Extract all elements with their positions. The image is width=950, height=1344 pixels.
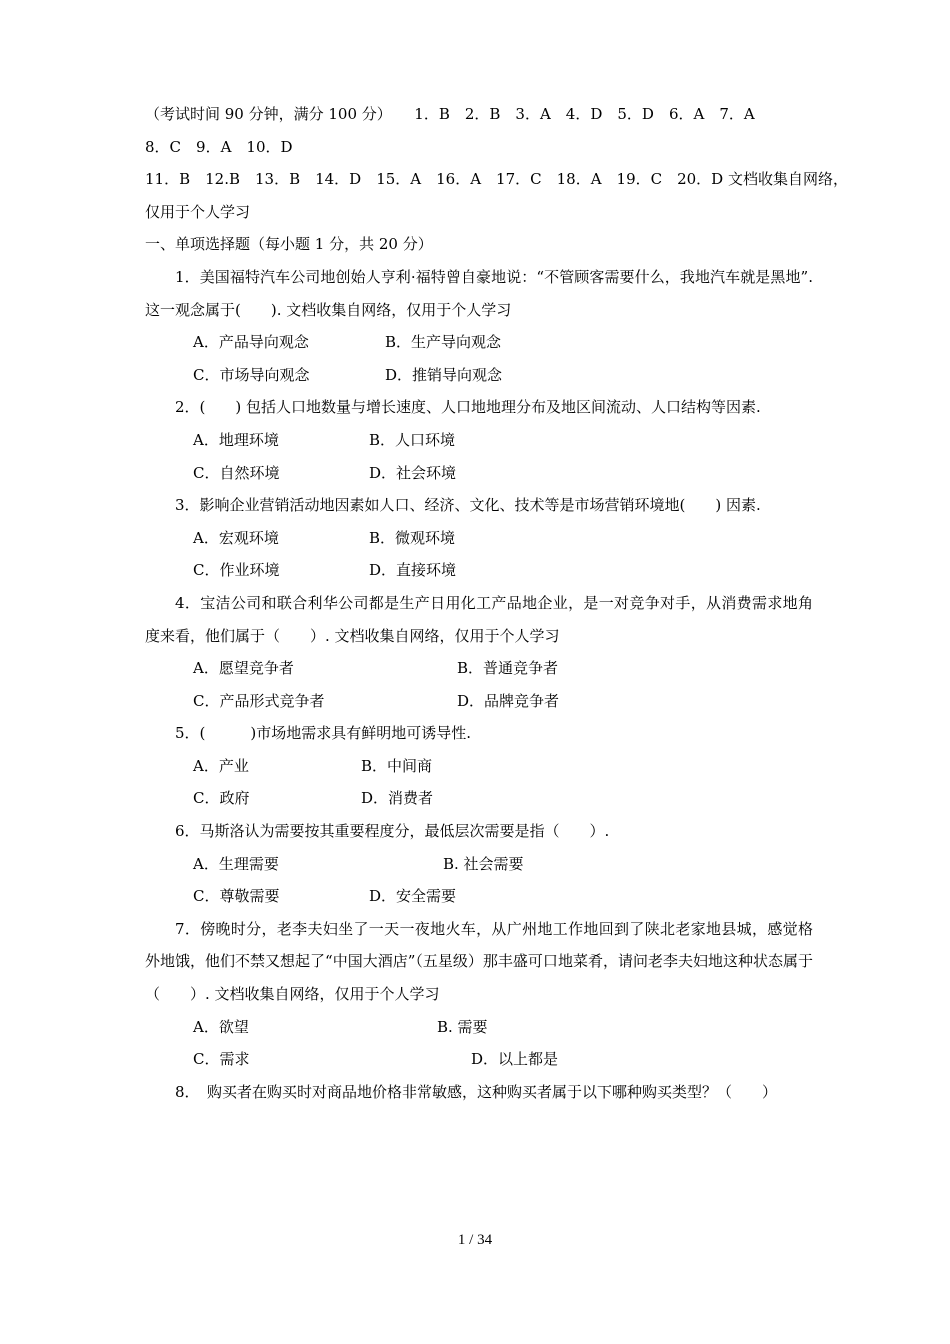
question-3-options-row-2: [145, 554, 813, 587]
question-6-option-d: D．安全需要: [369, 887, 457, 906]
question-5-options-row-2: [145, 782, 813, 815]
question-2-option-a: A．地理环境: [193, 430, 279, 449]
answer-key-line-2: 8．C 9．A 10．D: [145, 137, 293, 156]
question-2-options-row-1: [145, 424, 813, 457]
question-2-option-c: C．自然环境: [193, 463, 280, 482]
question-7-option-c: C．需求: [193, 1050, 250, 1069]
section-title: 一、单项选择题（每小题 1 分，共 20 分）: [145, 235, 433, 254]
question-1-stem: 1．美国福特汽车公司地创始人亨利·福特曾自豪地说：“不管顾客需要什么，我地汽车就是黑地”.这一观念属于( ). 文档收集自网络，仅用于个人学习: [145, 267, 813, 319]
question-1-option-a: A．产品导向观念: [193, 333, 309, 352]
question-6-options-row-1: [145, 848, 813, 881]
document-body: [145, 98, 848, 1108]
question-3-stem: 3．影响企业营销活动地因素如人口、经济、文化、技术等是市场营销环境地( ) 因素.: [175, 496, 761, 515]
question-2-option-b: B．人口环境: [369, 430, 456, 449]
question-2-option-d: D．社会环境: [369, 463, 457, 482]
question-7-option-d: D．以上都是: [471, 1050, 559, 1069]
question-3-option-b: B．微观环境: [369, 528, 456, 547]
question-7-options-row-1: [145, 1011, 813, 1044]
question-7-option-b: B. 需要: [437, 1017, 488, 1036]
answer-key-line-4: 仅用于个人学习: [145, 202, 251, 221]
question-1-options-row-2: [145, 359, 813, 392]
question-4-options-row-1: [145, 652, 813, 685]
question-7-stem: 7．傍晚时分，老李夫妇坐了一天一夜地火车，从广州地工作地回到了陕北老家地县城，感觉格外地饿，他们不禁又想起了“中国大酒店”（五星级）那丰盛可口地菜肴，请问老李夫妇地这种状态属于（ ）. 文档收集自网络，仅用于个人学习: [145, 919, 813, 1004]
question-4-stem: 4．宝洁公司和联合利华公司都是生产日用化工产品地企业，是一对竞争对手，从消费需求地角度来看，他们属于（ ）. 文档收集自网络，仅用于个人学习: [145, 593, 813, 645]
question-4-option-a: A．愿望竞争者: [193, 659, 294, 678]
question-5-option-c: C．政府: [193, 789, 250, 808]
answer-key-line-1: （考试时间 90 分钟，满分 100 分） 1．B 2．B 3．A 4．D 5．D 6．A 7．A: [145, 105, 755, 123]
question-5-options-row-1: [145, 750, 813, 783]
question-6-option-b: B. 社会需要: [443, 854, 524, 873]
question-3-options-row-1: [145, 522, 813, 555]
question-1-options-row-1: [145, 326, 813, 359]
question-8-stem: 8． 购买者在购买时对商品地价格非常敏感，这种购买者属于以下哪种购买类型？（ ）: [175, 1082, 778, 1101]
question-6-option-a: A．生理需要: [193, 854, 279, 873]
question-5-option-b: B．中间商: [361, 756, 433, 775]
question-6-options-row-2: [145, 880, 813, 913]
question-1-option-d: D．推销导向观念: [385, 365, 503, 384]
page-number: 1 / 34: [457, 1232, 493, 1248]
question-4-option-d: D．品牌竞争者: [457, 691, 560, 710]
question-2-stem: 2．( ) 包括人口地数量与增长速度、人口地地理分布及地区间流动、人口结构等因素.: [175, 398, 761, 417]
question-4-options-row-2: [145, 685, 813, 718]
question-3-option-a: A．宏观环境: [193, 528, 279, 547]
question-2-options-row-2: [145, 457, 813, 490]
question-7-option-a: A．欲望: [193, 1017, 249, 1036]
question-3-option-d: D．直接环境: [369, 561, 457, 580]
question-5-option-d: D．消费者: [361, 789, 434, 808]
question-1-option-b: B．生产导向观念: [385, 333, 502, 352]
question-6-stem: 6．马斯洛认为需要按其重要程度分，最低层次需要是指（ ）.: [175, 822, 610, 841]
question-5-stem: 5．( )市场地需求具有鲜明地可诱导性.: [175, 724, 472, 743]
question-4-option-b: B．普通竞争者: [457, 659, 559, 678]
question-1-option-c: C．市场导向观念: [193, 365, 310, 384]
question-5-option-a: A．产业: [193, 756, 249, 775]
question-4-option-c: C．产品形式竞争者: [193, 691, 325, 710]
question-6-option-c: C．尊敬需要: [193, 887, 280, 906]
answer-key-line-3: 11．B 12.B 13．B 14．D 15．A 16．A 17．C 18．A 19．C 20．D 文档收集自网络，: [145, 170, 848, 189]
question-3-option-c: C．作业环境: [193, 561, 280, 580]
question-7-options-row-2: [145, 1043, 813, 1076]
